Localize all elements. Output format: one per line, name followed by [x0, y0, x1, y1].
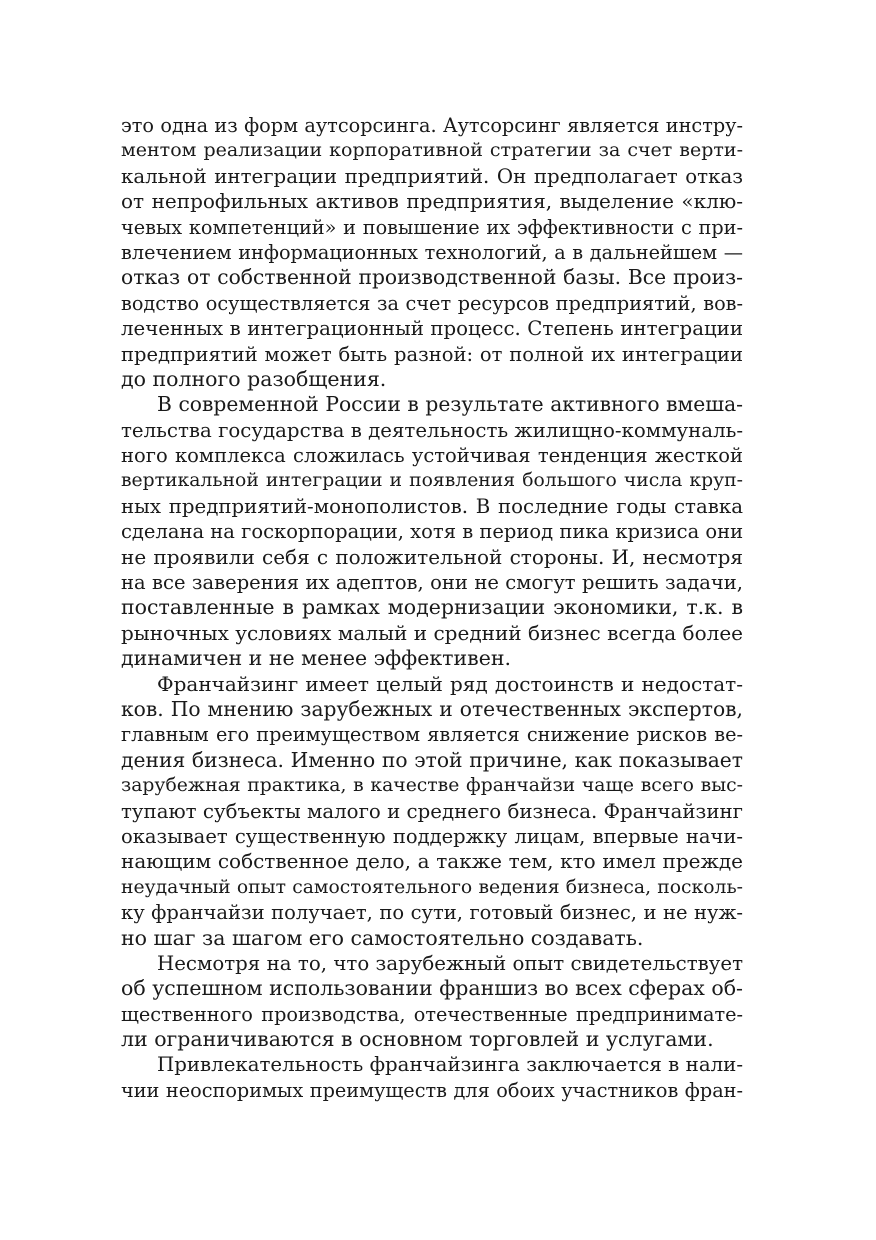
text-line: Несмотря на то, что зарубежный опыт свидетельствует	[157, 951, 743, 975]
text-line: ного комплекса сложилась устойчивая тенденция жесткой	[121, 444, 743, 468]
text-line: ментом реализации корпоративной стратегии за счет верти-	[121, 139, 743, 162]
paragraph	[121, 672, 743, 951]
text-line: дения бизнеса. Именно по этой причине, как показывает	[121, 747, 743, 772]
text-line: рыночных условиях малый и средний бизнес всегда более	[121, 620, 743, 645]
text-line: тельства государства в деятельность жилищно-коммуналь-	[121, 418, 744, 442]
paragraph	[121, 392, 743, 671]
text-line: поставленные в рамках модернизации экономики, т.к. в	[121, 595, 743, 620]
text-line: кальной интеграции предприятий. Он предполагает отказ	[121, 164, 743, 188]
text-line: чевых компетенций» и повышение их эффективности с при-	[121, 215, 743, 239]
text-line: нающим собственное дело, а также тем, кто имел прежде	[121, 849, 743, 874]
text-line: Франчайзинг имеет целый ряд достоинств и недостат-	[157, 671, 743, 696]
text-line: ных предприятий-монополистов. В последние годы ставка	[121, 494, 743, 518]
text-line: главным его преимуществом является снижение рисков ве-	[121, 723, 743, 747]
text-line: но шаг за шагом его самостоятельно создавать.	[121, 925, 644, 950]
text-line: В современной России в результате активного вмеша-	[157, 392, 743, 417]
text-line: динамичен и не менее эффективен.	[121, 646, 512, 671]
text-line: отказ от собственной производственной базы. Все произ-	[121, 265, 743, 290]
paragraph	[121, 1052, 743, 1103]
text-line: это одна из форм аутсорсинга. Аутсорсинг является инстру-	[121, 114, 743, 137]
text-line: тупают субъекты малого и среднего бизнеса. Франчайзинг	[121, 799, 743, 823]
paragraph	[121, 113, 743, 392]
text-line: предприятий может быть разной: от полной их интеграции	[121, 342, 743, 366]
text-line: ли ограничиваются в основном торговлей и услугами.	[121, 1027, 714, 1052]
text-line: Привлекательность франчайзинга заключается в нали-	[157, 1053, 743, 1077]
text-line: на все заверения их адептов, они не смогут решить задачи,	[121, 571, 743, 595]
text-line: вертикальной интеграции и появления большого числа круп-	[121, 470, 743, 492]
text-line: не проявили себя с положительной стороны. И, несмотря	[121, 544, 743, 569]
text-line: зарубежная практика, в качестве франчайзи чаще всего выс-	[121, 775, 743, 797]
text-line: леченных в интеграционный процесс. Степень интеграции	[121, 317, 743, 341]
text-line: сделана на госкорпорации, хотя в период пика кризиса они	[121, 520, 744, 544]
paragraph	[121, 951, 743, 1053]
text-line: ков. По мнению зарубежных и отечественных экспертов,	[121, 696, 743, 721]
text-line: чии неоспоримых преимуществ для обоих участников фран-	[121, 1078, 743, 1102]
text-line: до полного разобщения.	[121, 366, 387, 391]
text-line: водство осуществляется за счет ресурсов предприятий, вов-	[121, 291, 743, 315]
text-line: об успешном использовании франшиз во всех сферах об-	[121, 976, 743, 1001]
body-text	[121, 113, 743, 1103]
text-line: неудачный опыт самостоятельного ведения бизнеса, посколь-	[121, 876, 743, 898]
text-line: от непрофильных активов предприятия, выделение «клю-	[121, 189, 743, 214]
text-line: влечением информационных технологий, а в дальнейшем —	[121, 240, 743, 264]
text-line: ку франчайзи получает, по сути, готовый бизнес, и не нуж-	[121, 901, 743, 925]
text-line: оказывает существенную поддержку лицам, впервые начи-	[121, 824, 743, 848]
text-line: щественного производства, отечественные предпринимате-	[121, 1002, 743, 1026]
